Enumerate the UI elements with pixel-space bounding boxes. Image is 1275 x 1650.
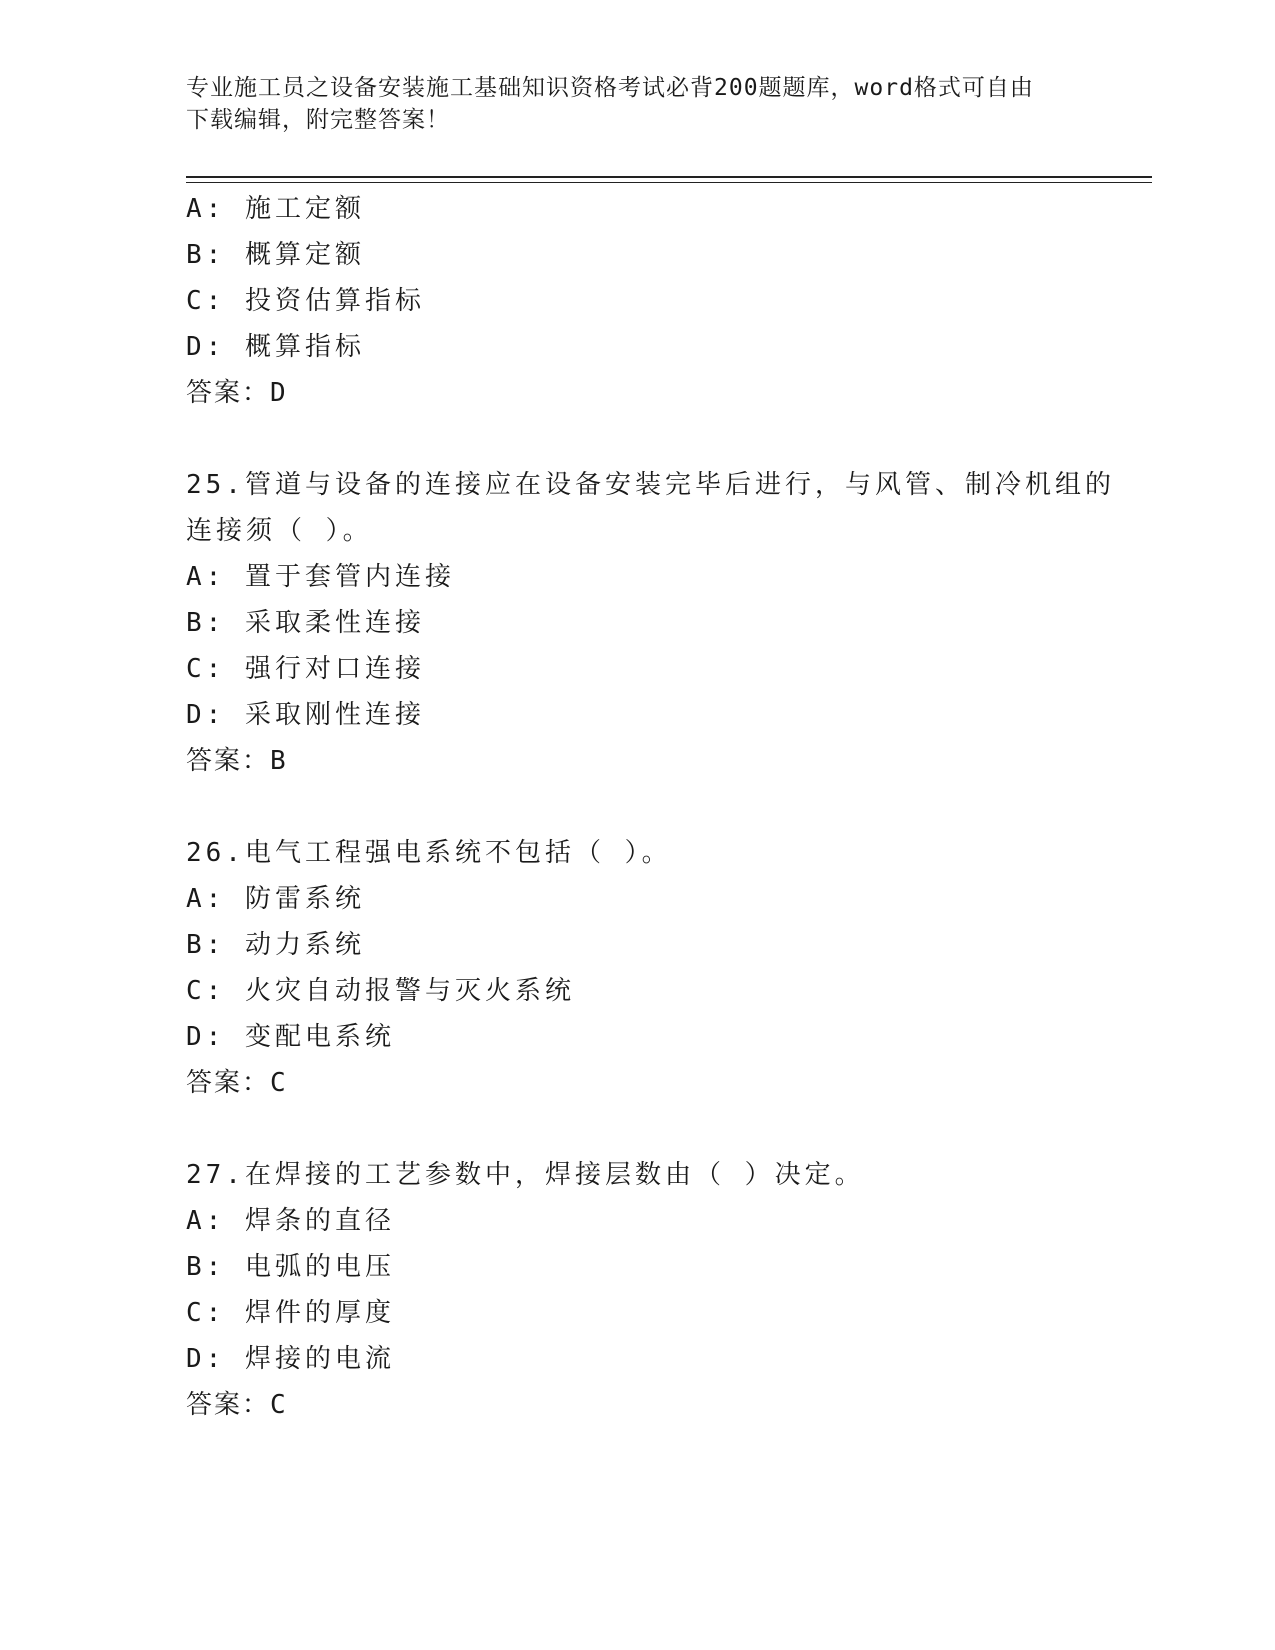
option-b: B: 动力系统	[186, 930, 365, 960]
question-26	[186, 830, 1086, 1106]
option-c: C: 焊件的厚度	[186, 1298, 395, 1328]
header-line-2: 下载编辑，附完整答案！	[186, 107, 450, 133]
question-list	[186, 186, 1115, 1428]
option-d: D: 采取刚性连接	[186, 700, 425, 730]
option-a: A: 施工定额	[186, 194, 365, 224]
header-rule-thick	[186, 176, 1152, 178]
question-24	[186, 186, 1086, 416]
page-header	[186, 72, 1066, 136]
option-a: A: 防雷系统	[186, 884, 365, 914]
question-text-line-1: 25.管道与设备的连接应在设备安装完毕后进行，与风管、制冷机组的	[186, 470, 1115, 500]
answer: 答案：B	[186, 746, 288, 776]
option-c: C: 火灾自动报警与灭火系统	[186, 976, 575, 1006]
answer: 答案：C	[186, 1390, 288, 1420]
option-d: D: 变配电系统	[186, 1022, 395, 1052]
option-d: D: 概算指标	[186, 332, 365, 362]
spacer	[186, 1106, 1086, 1152]
question-text-line-1: 27.在焊接的工艺参数中，焊接层数由（ ）决定。	[186, 1160, 865, 1190]
option-b: B: 概算定额	[186, 240, 365, 270]
answer: 答案：D	[186, 378, 288, 408]
header-rule-thin	[186, 182, 1152, 183]
option-a: A: 焊条的直径	[186, 1206, 395, 1236]
option-b: B: 采取柔性连接	[186, 608, 425, 638]
option-a: A: 置于套管内连接	[186, 562, 455, 592]
question-25	[186, 462, 1115, 784]
option-c: C: 投资估算指标	[186, 286, 425, 316]
option-d: D: 焊接的电流	[186, 1344, 395, 1374]
option-c: C: 强行对口连接	[186, 654, 425, 684]
option-b: B: 电弧的电压	[186, 1252, 395, 1282]
answer: 答案：C	[186, 1068, 288, 1098]
question-27	[186, 1152, 1086, 1428]
spacer	[186, 416, 1086, 462]
question-text-line-2: 连接须（ ）。	[186, 516, 373, 546]
header-line-1: 专业施工员之设备安装施工基础知识资格考试必背200题题库，word格式可自由	[186, 75, 1034, 101]
question-text-line-1: 26.电气工程强电系统不包括（ ）。	[186, 838, 672, 868]
spacer	[186, 784, 1086, 830]
